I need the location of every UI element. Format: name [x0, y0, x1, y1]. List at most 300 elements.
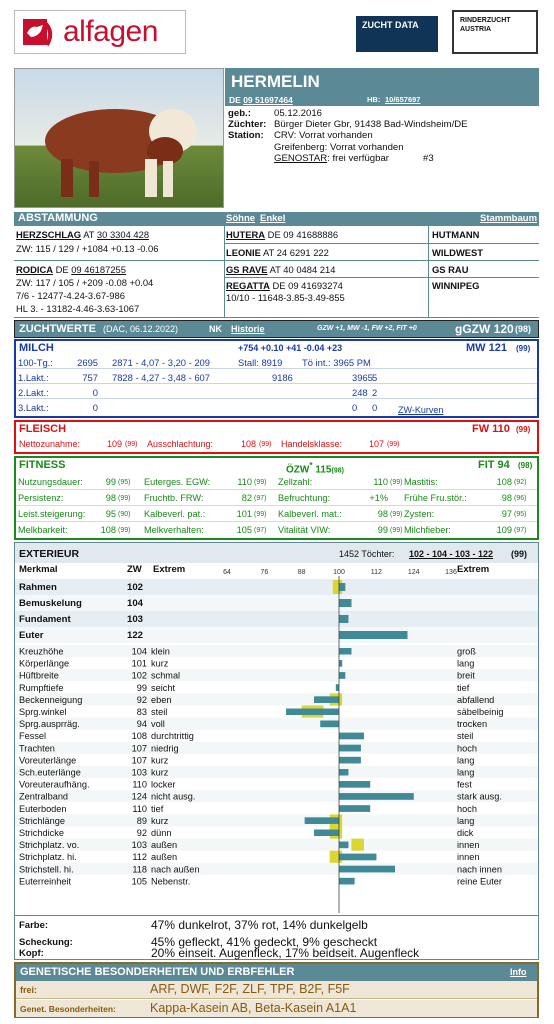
row-zw: 107	[131, 755, 147, 766]
fitness-label: Nutzungsdauer:	[18, 477, 83, 487]
vater-zw: ZW: 115 / 129 / +1084 +0.13 -0.06	[16, 243, 159, 254]
trait-bar	[320, 721, 339, 728]
row-extrem-lo: kurz	[151, 815, 169, 826]
tick-label: 136	[445, 569, 457, 576]
row-extrem-lo: niedrig	[151, 743, 179, 754]
station-label: Station:	[228, 130, 264, 142]
optimum-marker	[351, 839, 363, 851]
milch-cell: 1.Lakt.:	[18, 372, 49, 383]
fitness-label: Vitalität VIW:	[278, 525, 331, 535]
fitness-b: (96)	[514, 495, 527, 502]
fitness-title: FITNESS	[19, 459, 66, 471]
mutter-lakt: 7/6 - 12477-4.24-3.67-986	[16, 290, 125, 301]
row-extrem-lo: kurz	[151, 658, 169, 669]
station-1: CRV: Vorrat vorhanden	[274, 130, 373, 142]
row-name: Voreuterlänge	[19, 755, 77, 766]
fitness-b: (99)	[254, 511, 267, 518]
fitness-row	[16, 475, 537, 490]
frei-value: ARF, DWF, F2F, ZLF, TPF, B2F, F5F	[150, 982, 350, 996]
fitness-label: Frühe Fru.stör.:	[404, 493, 467, 503]
trait-bar	[339, 805, 370, 812]
row-extrem-lo: Nebenstr.	[151, 876, 191, 887]
row-extrem-hi: abfallend	[457, 694, 495, 705]
col-merkmal: Merkmal	[19, 564, 58, 575]
row-extrem-lo: nach außen	[151, 864, 200, 875]
row-zw: 124	[131, 791, 147, 802]
col-zw: ZW	[127, 564, 142, 575]
main-row-bg	[15, 627, 538, 643]
zuchtwerte-date: (DAC, 06.12.2022)	[103, 324, 179, 334]
row-zw: 99	[136, 682, 147, 693]
row-zw: 107	[131, 743, 147, 754]
stammbaum-link[interactable]: Stammbaum	[480, 213, 538, 224]
milch-row	[16, 401, 537, 414]
enkel-link[interactable]: Enkel	[260, 213, 286, 224]
fitness-value: 97	[501, 509, 512, 519]
milch-cell: Tö int.: 3965 PM	[302, 357, 371, 368]
fitness-value: 110	[237, 477, 252, 487]
besonderheiten-label: Genet. Besonderheiten:	[20, 1004, 116, 1014]
abstammung-header	[14, 212, 539, 226]
main-row-bg	[15, 595, 538, 611]
row-extrem-lo: voll	[151, 719, 165, 730]
row-name: Strichdicke	[19, 828, 64, 838]
fitness-b: (97)	[254, 495, 267, 502]
col-extrem-lo: Extrem	[153, 564, 186, 575]
kopf-value: 20% einseit. Augenfleck, 17% beidseit. Augenfleck	[151, 946, 420, 960]
trait-bar	[286, 709, 339, 716]
row-name: Rumpftiefe	[19, 682, 64, 693]
toechter-count: 1452 Töchter:	[339, 549, 395, 559]
row-extrem-hi: lang	[457, 767, 475, 778]
vv-num: DE 09 41688886	[265, 229, 339, 240]
tick-label: 100	[333, 569, 345, 576]
trait-bar	[339, 757, 361, 764]
trait-bar	[336, 684, 339, 691]
fitness-value: 95	[105, 509, 116, 519]
fitness-label: Kalbeverl. pat.:	[144, 509, 206, 519]
zucht-data-logo: ZUCHT DATA	[356, 16, 438, 52]
fitness-row	[16, 491, 537, 506]
row-zw: 105	[131, 876, 147, 887]
fitness-b: (99)	[390, 511, 403, 518]
fw-b: (99)	[516, 425, 531, 434]
row-name: Strichplatz. vo.	[19, 840, 80, 851]
bull-photo	[14, 68, 224, 208]
exterieur-chart	[15, 543, 538, 915]
trait-bar	[339, 745, 361, 752]
col-extrem-hi: Extrem	[457, 564, 490, 575]
nettozunahme-value: 109	[107, 439, 123, 449]
handelsklasse-label: Handelsklasse:	[281, 439, 343, 449]
main-row-zw: 103	[127, 614, 144, 625]
ausschlachtung-b: (99)	[259, 441, 272, 448]
ausschlachtung-label: Ausschlachtung:	[147, 439, 214, 449]
farbe-label: Farbe:	[19, 920, 49, 931]
row-name: Euterreinheit	[19, 876, 72, 887]
row-extrem-hi: fest	[457, 779, 472, 790]
main-row-name: Rahmen	[19, 582, 57, 593]
row-extrem-lo: klein	[151, 646, 170, 657]
milch-cell: Stall: 8919	[238, 357, 283, 368]
fitness-value: 82	[241, 493, 252, 503]
fitness-value: 105	[236, 525, 252, 535]
vm-num: AT 24 6291 222	[260, 247, 329, 258]
genostar-link[interactable]: GENOSTAR	[274, 152, 328, 164]
trait-bar	[339, 769, 348, 776]
kopf-label: Kopf:	[19, 948, 44, 959]
milch-cell: 5	[372, 372, 378, 383]
zw-kurven-link[interactable]: ZW-Kurven	[398, 405, 444, 415]
row-zw: 92	[136, 828, 147, 838]
exterieur-title: EXTERIEUR	[19, 548, 80, 560]
row-extrem-hi: tief	[457, 682, 470, 693]
gzw-value: gGZW 120	[455, 322, 514, 336]
fitness-label: Fruchtb. FRW:	[144, 493, 204, 503]
fitness-label: Melkverhalten:	[144, 525, 204, 535]
milch-cell: 2871 - 4,07 - 3,20 - 209	[112, 357, 210, 368]
fit-value: FIT 94	[478, 459, 510, 471]
main-row-zw: 104	[127, 598, 144, 609]
mutter-zw: ZW: 117 / 105 / +209 -0.08 +0.04	[16, 277, 154, 288]
mutter-hl: HL 3. - 13182-4.46-3.63-1067	[16, 303, 140, 314]
fitness-value: 101	[236, 509, 252, 519]
fitness-label: Zysten:	[404, 509, 435, 519]
row-extrem-hi: säbelbeinig	[457, 707, 504, 717]
fleisch-values	[19, 439, 400, 449]
row-name: Fessel	[19, 731, 47, 742]
row-extrem-lo: nicht ausg.	[151, 791, 196, 802]
fitness-value: 108	[100, 525, 116, 535]
trait-bar	[305, 817, 339, 824]
ausschlachtung-value: 108	[241, 439, 257, 449]
fitness-b: (97)	[514, 527, 527, 534]
row-extrem-hi: stark ausg.	[457, 791, 502, 802]
nk-label: NK	[209, 324, 222, 334]
main-bar	[339, 615, 348, 623]
fitness-b: (99)	[118, 527, 131, 534]
alfagen-logo	[14, 10, 186, 54]
milch-cell: 100-Tg.:	[18, 357, 53, 368]
main-row-name: Bemuskelung	[19, 598, 82, 609]
main-row-bg	[15, 611, 538, 627]
trait-bar	[339, 842, 348, 849]
geb-value: 05.12.2016	[274, 108, 323, 119]
fleisch-title: FLEISCH	[19, 423, 67, 435]
milch-cell: 7828 - 4,27 - 3,48 - 607	[112, 372, 210, 383]
milch-cell: 0	[92, 387, 98, 398]
grandsire-4: WINNIPEG	[432, 280, 480, 291]
oezw-b: (98)	[331, 467, 344, 475]
fitness-value: 108	[496, 477, 512, 487]
handelsklasse-b: (99)	[387, 441, 400, 448]
row-extrem-hi: dick	[457, 828, 474, 838]
grandsire-3: GS RAU	[432, 264, 469, 275]
row-zw: 110	[132, 803, 147, 814]
row-zw: 103	[131, 840, 147, 851]
fleisch-section	[14, 420, 539, 454]
tick-label: 76	[260, 569, 269, 576]
row-name: Strichlänge	[19, 815, 65, 826]
fitness-value: 99	[377, 525, 388, 535]
milch-cell: 2.Lakt.:	[18, 387, 49, 398]
row-zw: 108	[131, 731, 147, 742]
fitness-label: Befruchtung:	[278, 493, 331, 503]
oezw: ÖZW* 115(98)	[286, 460, 344, 476]
animal-name: HERMELIN	[225, 68, 539, 94]
gzw-detail: GZW +1, MW -1, FW +2, FIT +0	[317, 325, 417, 332]
abstammung-title: ABSTAMMUNG	[18, 212, 98, 224]
gzw-b: (98)	[515, 324, 532, 334]
station-2: Greifenberg: Vorrat vorhanden	[274, 141, 404, 153]
rinderzucht-logo	[452, 10, 538, 54]
row-extrem-lo: dünn	[151, 828, 172, 838]
fitness-value: +1%	[369, 493, 388, 503]
row-extrem-hi: innen	[457, 840, 480, 851]
row-extrem-hi: groß	[457, 646, 476, 657]
pedigree	[14, 226, 539, 318]
fitness-value: 110	[373, 477, 388, 487]
handelsklasse-value: 107	[369, 439, 385, 449]
zuchtwerte-header	[14, 320, 539, 338]
row-extrem-hi: reine Euter	[457, 876, 502, 887]
fitness-label: Mastitis:	[404, 477, 438, 487]
genostar-value: : frei verfügbar	[327, 152, 389, 164]
fitness-b: (99)	[390, 527, 403, 534]
zuechter-label: Züchter:	[228, 119, 267, 131]
besonderheiten-value: Kappa-Kasein AB, Beta-Kasein A1A1	[150, 1001, 357, 1015]
fitness-row	[16, 507, 537, 522]
fitness-row	[16, 523, 537, 538]
nettozunahme-label: Nettozunahme:	[19, 439, 81, 449]
de-label: DE	[229, 95, 241, 105]
bull-logo-icon	[23, 17, 59, 47]
row-zw: 102	[131, 670, 147, 681]
bull-image	[15, 69, 224, 208]
row-name: Sprg.ausprräg.	[19, 719, 80, 730]
row-name: Sprg.winkel	[19, 707, 67, 717]
milch-cell: 9186	[272, 372, 293, 383]
milch-row	[16, 356, 537, 369]
mv-num: AT 40 0484 214	[267, 264, 336, 275]
row-name: Kreuzhöhe	[19, 646, 64, 657]
mutter-num: 09 46187255	[71, 264, 126, 275]
fitness-label: Kalbeverl. mat.:	[278, 509, 342, 519]
mutter-link[interactable]: RODICA	[16, 264, 53, 275]
row-name: Zentralband	[19, 791, 69, 802]
milch-cell: 757	[82, 372, 98, 383]
trait-bar	[339, 648, 351, 655]
row-extrem-lo: außen	[151, 840, 178, 851]
main-bar	[339, 583, 345, 591]
row-extrem-hi: hoch	[457, 743, 477, 754]
vater-reg: AT	[81, 229, 97, 240]
scheckung-label: Scheckung:	[19, 937, 73, 948]
vater-num: 30 3304 428	[96, 229, 150, 240]
milch-cell: 2695	[77, 357, 98, 368]
row-extrem-hi: breit	[457, 670, 475, 681]
trait-bar	[314, 696, 339, 703]
row-extrem-hi: lang	[457, 658, 475, 669]
fitness-b: (97)	[254, 527, 267, 534]
trait-bar	[314, 830, 339, 837]
genostar-num: #3	[423, 152, 434, 164]
milch-row	[16, 371, 537, 384]
zuchtwerte-title: ZUCHTWERTE	[19, 323, 96, 335]
trait-bar	[339, 854, 376, 861]
row-name: Strichplatz. hi.	[19, 852, 77, 863]
tick-label: 64	[223, 569, 231, 576]
geb-label: geb.:	[228, 108, 251, 119]
tick-label: 88	[297, 569, 306, 576]
tick-label: 124	[407, 569, 420, 576]
registration-bar	[225, 94, 539, 106]
de-number-link[interactable]: 09 51697464	[243, 95, 293, 105]
row-extrem-hi: steil	[457, 731, 474, 742]
row-extrem-lo: seicht	[151, 682, 176, 693]
row-name: Beckenneigung	[19, 694, 83, 705]
trait-bar	[339, 866, 395, 873]
row-zw: 118	[132, 864, 147, 875]
frei-label: frei:	[20, 985, 38, 995]
fitness-value: 109	[496, 525, 512, 535]
trait-bar	[339, 733, 364, 740]
milch-row	[16, 386, 537, 399]
oezw-label: ÖZW	[286, 464, 310, 476]
main-bar	[339, 599, 351, 607]
genetik-section	[14, 962, 539, 1018]
fw-value: FW 110	[472, 423, 510, 435]
row-name: Hüftbreite	[19, 670, 59, 681]
animal-info	[228, 108, 540, 164]
row-extrem-lo: steil	[151, 707, 168, 717]
main-row-zw: 102	[127, 582, 144, 593]
row-name: Euterboden	[19, 803, 67, 814]
grandsire-1: HUTMANN	[432, 229, 480, 240]
scheckung-value: 45% gefleckt, 41% gedeckt, 9% gescheckt	[151, 935, 378, 949]
vv-link[interactable]: HUTERA	[226, 229, 266, 240]
fitness-b: (99)	[118, 495, 131, 502]
row-name: Sch.euterlänge	[19, 767, 81, 778]
zuechter-value: Bürger Dieter Gbr, 91438 Bad-Windsheim/DE	[274, 119, 468, 131]
row-extrem-hi: lang	[457, 815, 475, 826]
milch-section	[14, 339, 539, 418]
mm-lakt: 10/10 - 11648-3.85-3.49-855	[226, 292, 345, 303]
row-zw: 83	[136, 707, 147, 717]
exterieur-scores-b: (99)	[511, 549, 528, 559]
genetik-title: GENETISCHE BESONDERHEITEN UND ERBFEHLER	[20, 966, 295, 978]
fit-b: (98)	[518, 461, 533, 470]
mw-b: (99)	[516, 344, 531, 353]
fitness-label: Euterges. EGW:	[144, 477, 211, 487]
hb-label: HB:	[367, 95, 381, 104]
info-link[interactable]: Info	[510, 967, 527, 977]
trait-bar	[339, 878, 355, 885]
tick-label: 112	[370, 569, 382, 576]
fitness-b: (90)	[118, 511, 131, 518]
main-row-zw: 122	[127, 630, 144, 641]
trait-bar	[339, 660, 342, 667]
exterieur-scores: 102 - 104 - 103 - 122	[409, 549, 494, 559]
milch-cell: 2	[372, 387, 378, 398]
row-extrem-hi: lang	[457, 755, 475, 766]
fitness-section	[14, 456, 539, 540]
nettozunahme-b: (99)	[125, 441, 138, 448]
row-name: Voreuteraufhäng.	[19, 779, 90, 790]
fitness-label: Melkbarkeit:	[18, 525, 68, 535]
milch-summary: +754 +0.10 +41 -0.04 +23	[238, 343, 343, 353]
fitness-value: 99	[105, 477, 116, 487]
row-zw: 89	[136, 815, 147, 826]
fitness-value: 98	[377, 509, 388, 519]
milch-cell: 0	[92, 402, 98, 413]
row-zw: 101	[131, 658, 147, 669]
fitness-label: Persistenz:	[18, 493, 64, 503]
fitness-b: (92)	[514, 479, 527, 486]
main-bar	[339, 631, 407, 639]
fitness-label: Zellzahl:	[278, 477, 313, 487]
mm-link[interactable]: REGATTA	[226, 280, 270, 291]
row-extrem-lo: eben	[151, 694, 172, 705]
rinderzucht-text: RINDERZUCHT AUSTRIA	[460, 17, 511, 33]
row-name: Körperlänge	[19, 658, 70, 669]
fitness-b: (95)	[514, 511, 527, 518]
main-row-bg	[15, 579, 538, 595]
row-extrem-hi: trocken	[457, 719, 488, 730]
row-zw: 110	[132, 779, 147, 790]
oezw-value: 115	[315, 464, 332, 476]
row-extrem-hi: innen	[457, 852, 480, 863]
row-zw: 94	[136, 719, 147, 730]
fitness-b: (99)	[254, 479, 267, 486]
milch-title: MILCH	[19, 342, 54, 354]
mw-value: MW 121	[466, 342, 507, 354]
row-extrem-lo: durchtrittig	[151, 731, 194, 742]
soehne-link[interactable]: Söhne	[226, 213, 256, 224]
row-zw: 92	[136, 694, 147, 705]
mm-num: DE 09 41693274	[269, 280, 343, 291]
row-extrem-lo: außen	[151, 852, 178, 863]
row-name: Strichstell. hi.	[19, 864, 74, 875]
row-extrem-hi: nach innen	[457, 864, 502, 875]
mv-link[interactable]: GS RAVE	[226, 264, 268, 275]
fitness-b: (99)	[390, 479, 403, 486]
main-row-name: Euter	[19, 630, 44, 641]
historie-link[interactable]: Historie	[231, 324, 265, 334]
vater-link[interactable]: HERZSCHLAG	[16, 229, 82, 240]
genetik-header	[16, 964, 537, 981]
fitness-value: 98	[105, 493, 116, 503]
row-extrem-lo: schmal	[151, 670, 181, 681]
row-extrem-lo: locker	[151, 779, 176, 790]
logo-text: alfagen	[63, 15, 158, 48]
fitness-label: Leist.steigerung:	[18, 509, 86, 519]
row-extrem-lo: kurz	[151, 767, 169, 778]
row-extrem-lo: kurz	[151, 755, 169, 766]
main-row-name: Fundament	[19, 614, 71, 625]
row-extrem-hi: hoch	[457, 803, 477, 814]
milch-cell: 3.Lakt.:	[18, 402, 49, 413]
milch-cell: 248	[352, 387, 368, 398]
hb-number: 10/657697	[385, 95, 421, 104]
row-zw: 112	[132, 852, 147, 863]
trait-bar	[339, 793, 414, 800]
fitness-value: 98	[501, 493, 512, 503]
fitness-b: (95)	[118, 479, 131, 486]
vm-name: LEONIE	[226, 247, 261, 258]
milch-cell: 3965	[352, 372, 373, 383]
milch-cell: 0	[352, 402, 358, 413]
